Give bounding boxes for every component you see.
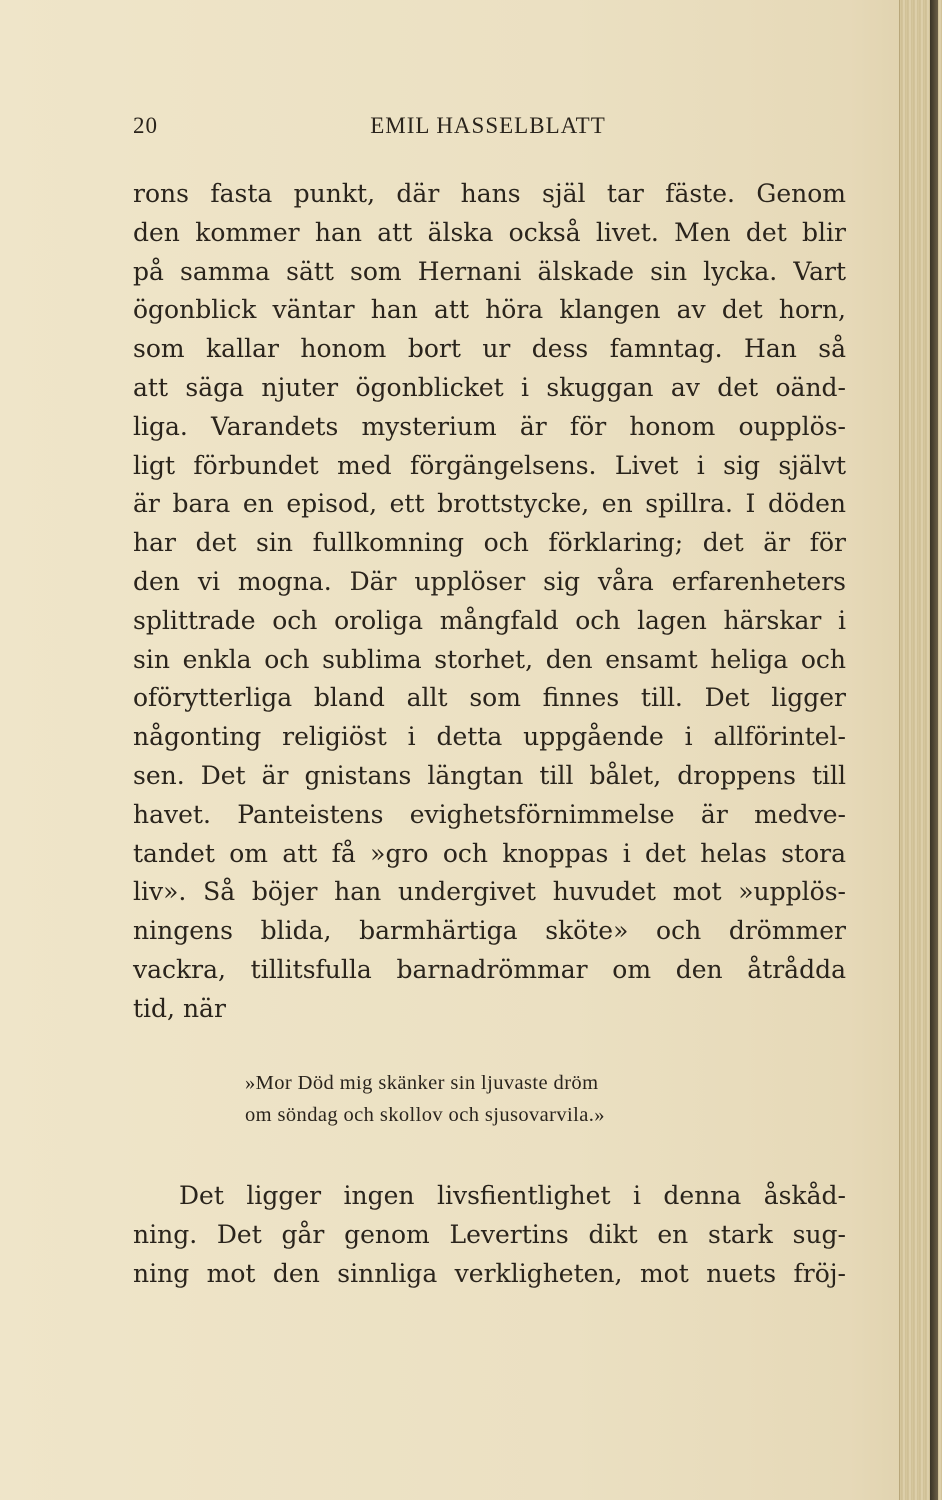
text-line: att säga njuter ögonblicket i skuggan av det oänd-: [133, 372, 846, 402]
text-line: den kommer han att älska också livet. Men det blir: [133, 217, 846, 247]
text-line: oförytterliga bland allt som finnes till. Det ligger: [133, 683, 846, 713]
body-text-continued: [133, 1177, 846, 1293]
text-line: någonting religiöst i detta uppgående i allförintel-: [133, 722, 846, 752]
text-line: liga. Varandets mysterium är för honom oupplös-: [133, 411, 846, 441]
text-line: sin enkla och sublima storhet, den ensamt heliga och: [133, 644, 846, 674]
text-line: den vi mogna. Där upplöser sig våra erfarenheters: [133, 566, 846, 596]
text-line: vackra, tillitsfulla barnadrömmar om den åtrådda: [133, 954, 846, 984]
text-line: ningens blida, barmhärtiga sköte» och drömmer: [133, 916, 846, 946]
poem-line: »Mor Död mig skänker sin ljuvaste dröm: [245, 1072, 599, 1094]
page-header: [133, 113, 843, 143]
book-spine: [930, 0, 938, 1500]
text-line: sen. Det är gnistans längtan till bålet, droppens till: [133, 760, 846, 790]
text-line: tid, när: [133, 993, 226, 1023]
page-number: 20: [133, 113, 158, 138]
text-line: liv». Så böjer han undergivet huvudet mot »upplös-: [133, 877, 846, 907]
text-line: är bara en episod, ett brottstycke, en spillra. I döden: [133, 489, 846, 519]
poem-line: om söndag och skollov och sjusovarvila.»: [245, 1104, 605, 1126]
running-head: EMIL HASSELBLATT: [370, 113, 606, 138]
text-line: Det ligger ingen livsfientlighet i denna åskåd-: [179, 1181, 846, 1210]
text-line: ning. Det går genom Levertins dikt en stark sug-: [133, 1219, 846, 1249]
text-line: ögonblick väntar han att höra klangen av det horn,: [133, 295, 846, 325]
body-text: [133, 175, 846, 1029]
text-line: på samma sätt som Hernani älskade sin lycka. Vart: [133, 256, 846, 286]
text-line: ligt förbundet med förgängelsens. Livet i sig självt: [133, 450, 846, 480]
text-line: havet. Panteistens evighetsförnimmelse är medve-: [133, 799, 846, 829]
text-line: rons fasta punkt, där hans själ tar fäste. Genom: [133, 179, 846, 208]
text-line: tandet om att få »gro och knoppas i det helas stora: [133, 838, 846, 868]
text-line: ning mot den sinnliga verkligheten, mot nuets fröj-: [133, 1258, 846, 1288]
text-line: som kallar honom bort ur dess famntag. Han så: [133, 334, 846, 364]
poem-quote: [245, 1067, 805, 1131]
text-line: splittrade och oroliga mångfald och lagen härskar i: [133, 605, 846, 635]
text-line: har det sin fullkomning och förklaring; det är för: [133, 528, 846, 558]
